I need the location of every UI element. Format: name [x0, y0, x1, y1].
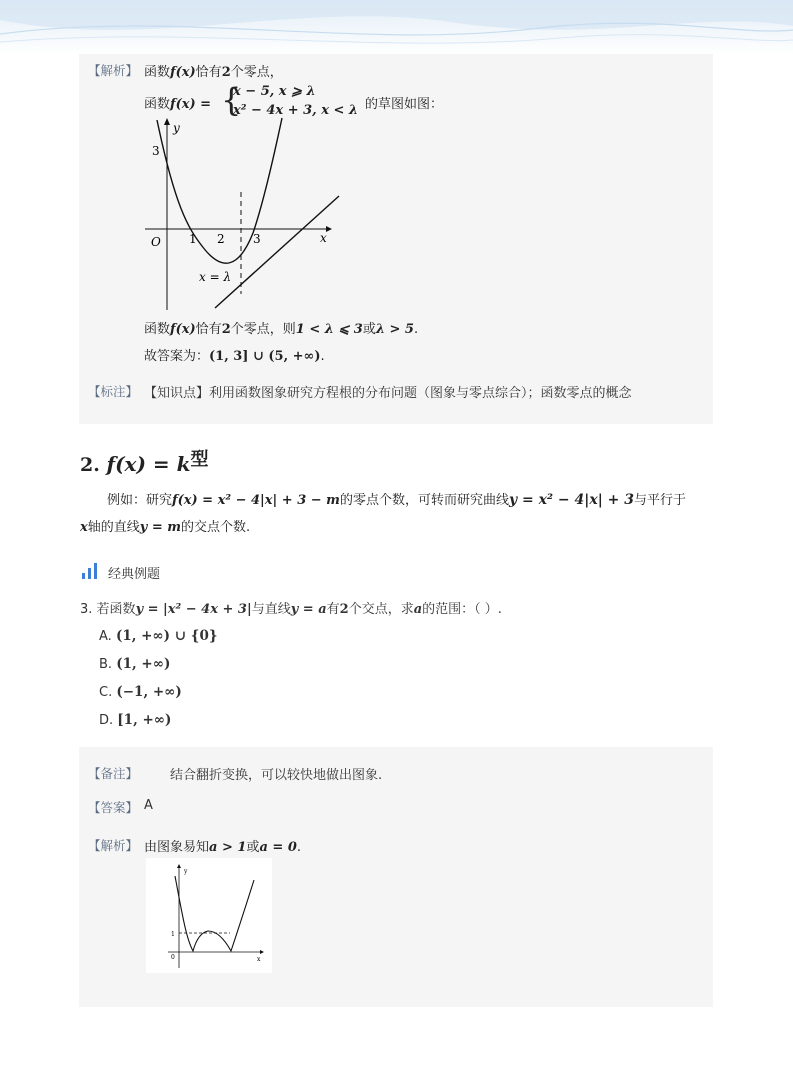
- piecewise-brace: {: [221, 81, 242, 119]
- tick-2: 2: [217, 232, 225, 246]
- banner-waves: [0, 0, 793, 54]
- solution-line-3: 函数f(x)恰有2个零点，则1 < λ ⩽ 3或λ > 5.: [144, 322, 419, 337]
- option-b[interactable]: B. (1, +∞): [99, 656, 171, 672]
- solution-answer: 故答案为：(1, 3] ∪ (5, +∞).: [144, 349, 325, 364]
- biaozhu-text: 【知识点】利用函数图象研究方程根的分布问题（图象与零点综合）；函数零点的概念: [144, 386, 632, 401]
- solution-line-2-prefix: 函数f(x) =: [144, 97, 212, 112]
- section-heading: 2. $f(x) = k^型$: [80, 449, 209, 476]
- option-a[interactable]: A. (1, +∞) ∪ {0}: [99, 628, 218, 644]
- graph-piecewise: [140, 116, 350, 316]
- answer-text: A: [144, 798, 153, 813]
- option-d[interactable]: D. [1, +∞): [99, 712, 172, 728]
- line-x-minus-5: [215, 196, 339, 308]
- label-x-2: x: [257, 956, 261, 963]
- tag-biaozhu: 【标注】: [88, 384, 139, 399]
- jiexi-text: 由图象易知a > 1或a = 0.: [144, 840, 302, 855]
- x-axis-arrow-2: [260, 950, 264, 954]
- tag-daan: 【答案】: [88, 800, 139, 815]
- label-lambda: x = λ: [199, 270, 232, 284]
- top-banner: [0, 0, 793, 54]
- abs-parabola-curve: [175, 876, 254, 951]
- graph-abs-parabola: [146, 858, 272, 973]
- label-zero: 0: [171, 954, 175, 961]
- solution-line-2-suffix: ，的草图如图：: [352, 97, 444, 112]
- label-origin: O: [151, 235, 161, 249]
- classic-examples-label: 经典例题: [108, 567, 161, 582]
- example-line-2: x轴的直线y = m的交点个数.: [80, 520, 251, 535]
- solution-line-1: 函数f(x)恰有2个零点，: [144, 65, 283, 80]
- piece-2: x² − 4x + 3, x < λ: [233, 103, 359, 118]
- tag-jiexi-2: 【解析】: [88, 838, 139, 853]
- piece-1: x − 5, x ⩾ λ: [233, 84, 316, 99]
- label-y: y: [173, 121, 180, 135]
- label-y-2: y: [184, 868, 188, 875]
- example-line-1: 例如：研究f(x) = x² − 4|x| + 3 − m的零点个数，可转而研究曲线y = x² − 4|x| + 3与平行于: [107, 492, 687, 508]
- question-3: 3. 若函数y = |x² − 4x + 3|与直线y = a有2个交点，求a的范围：（ ）.: [80, 602, 502, 617]
- tick-1: 1: [189, 232, 197, 246]
- beizhu-text: 结合翻折变换，可以较快地做出图象.: [170, 768, 383, 783]
- label-one: 1: [171, 931, 175, 938]
- y-axis-arrow: [164, 118, 170, 125]
- label-x: x: [320, 231, 327, 245]
- tick-y3: 3: [152, 144, 160, 158]
- tag-beizhu: 【备注】: [88, 766, 139, 781]
- tick-3: 3: [253, 232, 261, 246]
- option-c[interactable]: C. (−1, +∞): [99, 684, 182, 700]
- x-axis-arrow: [326, 226, 332, 232]
- y-axis-arrow-2: [177, 864, 181, 868]
- bar-chart-icon: [81, 563, 99, 579]
- tag-jiexi: 【解析】: [88, 63, 139, 78]
